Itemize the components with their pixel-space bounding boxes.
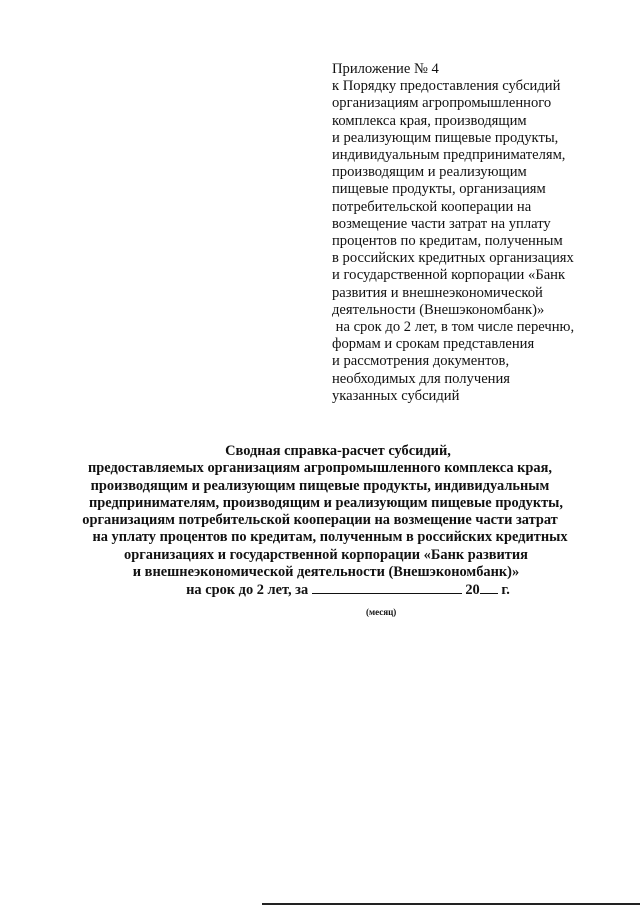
annex-line: и реализующим пищевые продукты, — [332, 129, 559, 146]
annex-line: на срок до 2 лет, в том числе перечню, — [332, 319, 575, 336]
title-line: организациях и государственной корпорации «Банк развития — [124, 546, 528, 563]
title-line: и внешнеэкономической деятельности (Внешэкономбанк)» — [132, 564, 520, 581]
title-line: Сводная справка-расчет субсидий, — [225, 443, 451, 459]
annex-line: к Порядку предоставления субсидий — [332, 78, 561, 95]
title-line: на уплату процентов по кредитам, полученным в российских кредитных — [92, 529, 568, 546]
annex-line: указанных субсидий — [332, 387, 460, 404]
annex-line: индивидуальным предпринимателям, — [332, 147, 566, 164]
period-prefix: на срок до 2 лет, за — [186, 582, 312, 599]
annex-line: и рассмотрения документов, — [332, 353, 510, 370]
title-line: предоставляемых организациям агропромышленного комплекса края, — [88, 460, 552, 477]
title-line: организациям потребительской кооперации на возмещение части затрат — [82, 512, 558, 529]
annex-line: производящим и реализующим — [332, 164, 527, 181]
annex-line: развития и внешнеэкономической — [332, 284, 543, 301]
year-suffix: г. — [497, 582, 510, 599]
year-blank-field[interactable] — [480, 581, 498, 594]
annex-line: потребительской кооперации на — [332, 198, 532, 215]
document-title — [0, 443, 640, 600]
annex-line: комплекса края, производящим — [332, 112, 527, 129]
title-period-line — [0, 581, 640, 599]
annex-line: и государственной корпорации «Банк — [332, 267, 566, 284]
annex-line: пищевые продукты, организациям — [332, 181, 546, 198]
title-line: производящим и реализующим пищевые продукты, индивидуальным — [90, 477, 550, 494]
annex-line: формам и срокам представления — [332, 336, 535, 353]
month-blank-field[interactable] — [312, 581, 462, 594]
year-prefix: 20 — [461, 582, 480, 599]
annex-reference — [332, 61, 632, 405]
annex-line: организациям агропромышленного — [332, 95, 552, 112]
title-line: предпринимателям, производящим и реализующим пищевые продукты, — [88, 494, 564, 511]
annex-line: процентов по кредитам, полученным — [332, 233, 563, 250]
annex-line: Приложение № 4 — [332, 61, 439, 77]
month-caption: (месяц) — [366, 607, 397, 617]
annex-line: деятельности (Внешэкономбанк)» — [332, 301, 545, 318]
annex-line: в российских кредитных организациях — [332, 250, 574, 267]
annex-line: необходимых для получения — [332, 370, 511, 387]
annex-line: возмещение части затрат на уплату — [332, 215, 551, 232]
